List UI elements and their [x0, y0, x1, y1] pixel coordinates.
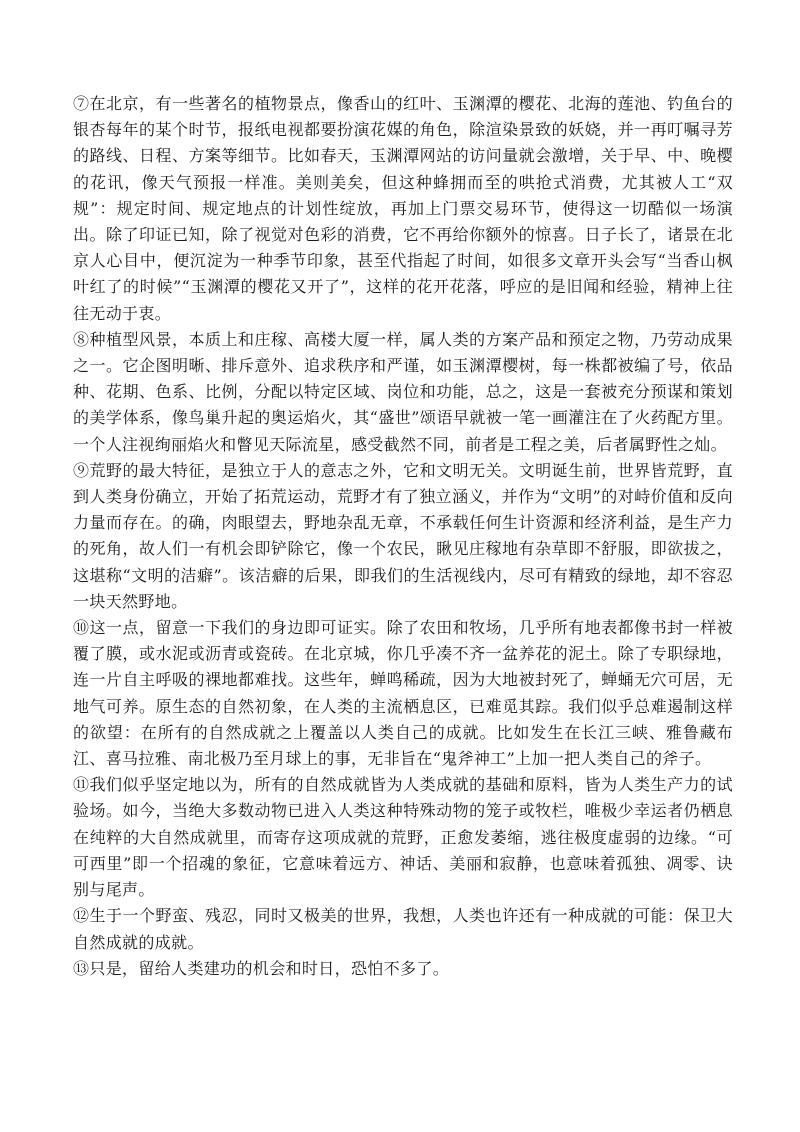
- paragraph-8: ⑧种植型风景，本质上和庄稼、高楼大厦一样，属人类的方案产品和预定之物，乃劳动成果之一。它企图明晰、排斥意外、追求秩序和严谨，如玉渊潭樱树，每一株都被编了号，依品种、花期、色系、比例，分配以特定区域、岗位和功能，总之，这是一套被充分预谋和策划的美学体系，像鸟巢升起的奥运焰火，其“盛世”颂语早就被一笔一画灌注在了火药配方里。一个人注视绚丽焰火和瞥见天际流星，感受截然不同，前者是工程之美，后者属野性之灿。: [73, 329, 733, 454]
- paragraph-12: ⑫生于一个野蛮、残忍，同时又极美的世界，我想，人类也许还有一种成就的可能：保卫大自然成就的成就。: [73, 906, 733, 952]
- paragraph-9: ⑨荒野的最大特征，是独立于人的意志之外，它和文明无关。文明诞生前，世界皆荒野，直到人类身份确立，开始了拓荒运动，荒野才有了独立涵义，并作为“文明”的对峙价值和反向力量而存在。的确，肉眼望去，野地杂乱无章，不承载任何生计资源和经济利益，是生产力的死角，故人们一有机会即铲除它，像一个农民，瞅见庄稼地有杂草即不舒服，即欲拔之，这堪称“文明的洁癖”。该洁癖的后果，即我们的生活视线内，尽可有精致的绿地，却不容忍一块天然野地。: [73, 460, 733, 611]
- paragraph-10: ⑩这一点，留意一下我们的身边即可证实。除了农田和牧场，几乎所有地表都像书封一样被覆了膜，或水泥或沥青或瓷砖。在北京城，你几乎凑不齐一盆养花的泥土。除了专职绿地，连一片自主呼吸的裸地都难找。这些年，蝉鸣稀疏，因为大地被封死了，蝉蛹无穴可居，无地气可养。原生态的自然初象，在人类的主流栖息区，已难觅其踪。我们似乎总难遏制这样的欲望：在所有的自然成就之上覆盖以人类自己的成就。比如发生在长江三峡、雅鲁藏布江、喜马拉雅、南北极乃至月球上的事，无非旨在“鬼斧神工”上加一把人类自己的斧子。: [73, 618, 733, 769]
- paragraph-13: ⑬只是，留给人类建功的机会和时日，恐怕不多了。: [73, 958, 450, 978]
- document-body: [73, 91, 733, 982]
- paragraph-11: ⑪我们似乎坚定地以为，所有的自然成就皆为人类成就的基础和原料，皆为人类生产力的试验场。如今，当绝大多数动物已进入人类这种特殊动物的笼子或牧栏，唯极少幸运者仍栖息在纯粹的大自然成就里，而寄存这项成就的荒野，正愈发萎缩，逃往极度虚弱的边缘。“可可西里”即一个招魂的象征，它意味着远方、神话、美丽和寂静，也意味着孤独、凋零、诀别与尾声。: [73, 775, 733, 900]
- paragraph-7: ⑦在北京，有一些著名的植物景点，像香山的红叶、玉渊潭的樱花、北海的莲池、钓鱼台的银杏每年的某个时节，报纸电视都要扮演花媒的角色，除渲染景致的妖娆，并一再叮嘱寻芳的路线、日程、方案等细节。比如春天，玉渊潭网站的访问量就会激增，关于早、中、晚樱的花讯，像天气预报一样准。美则美矣，但这种蜂拥而至的哄抢式消费，尤其被人工“双规”：规定时间、规定地点的计划性绽放，再加上门票交易环节，使得这一切酷似一场演出。除了印证已知，除了视觉对色彩的消费，它不再给你额外的惊喜。日子长了，诸景在北京人心目中，便沉淀为一种季节印象，甚至代指起了时间，如很多文章开头会写“当香山枫叶红了的时候”“玉渊潭的樱花又开了”，这样的花开花落，呼应的是旧闻和经验，精神上往往无动于衷。: [73, 94, 733, 323]
